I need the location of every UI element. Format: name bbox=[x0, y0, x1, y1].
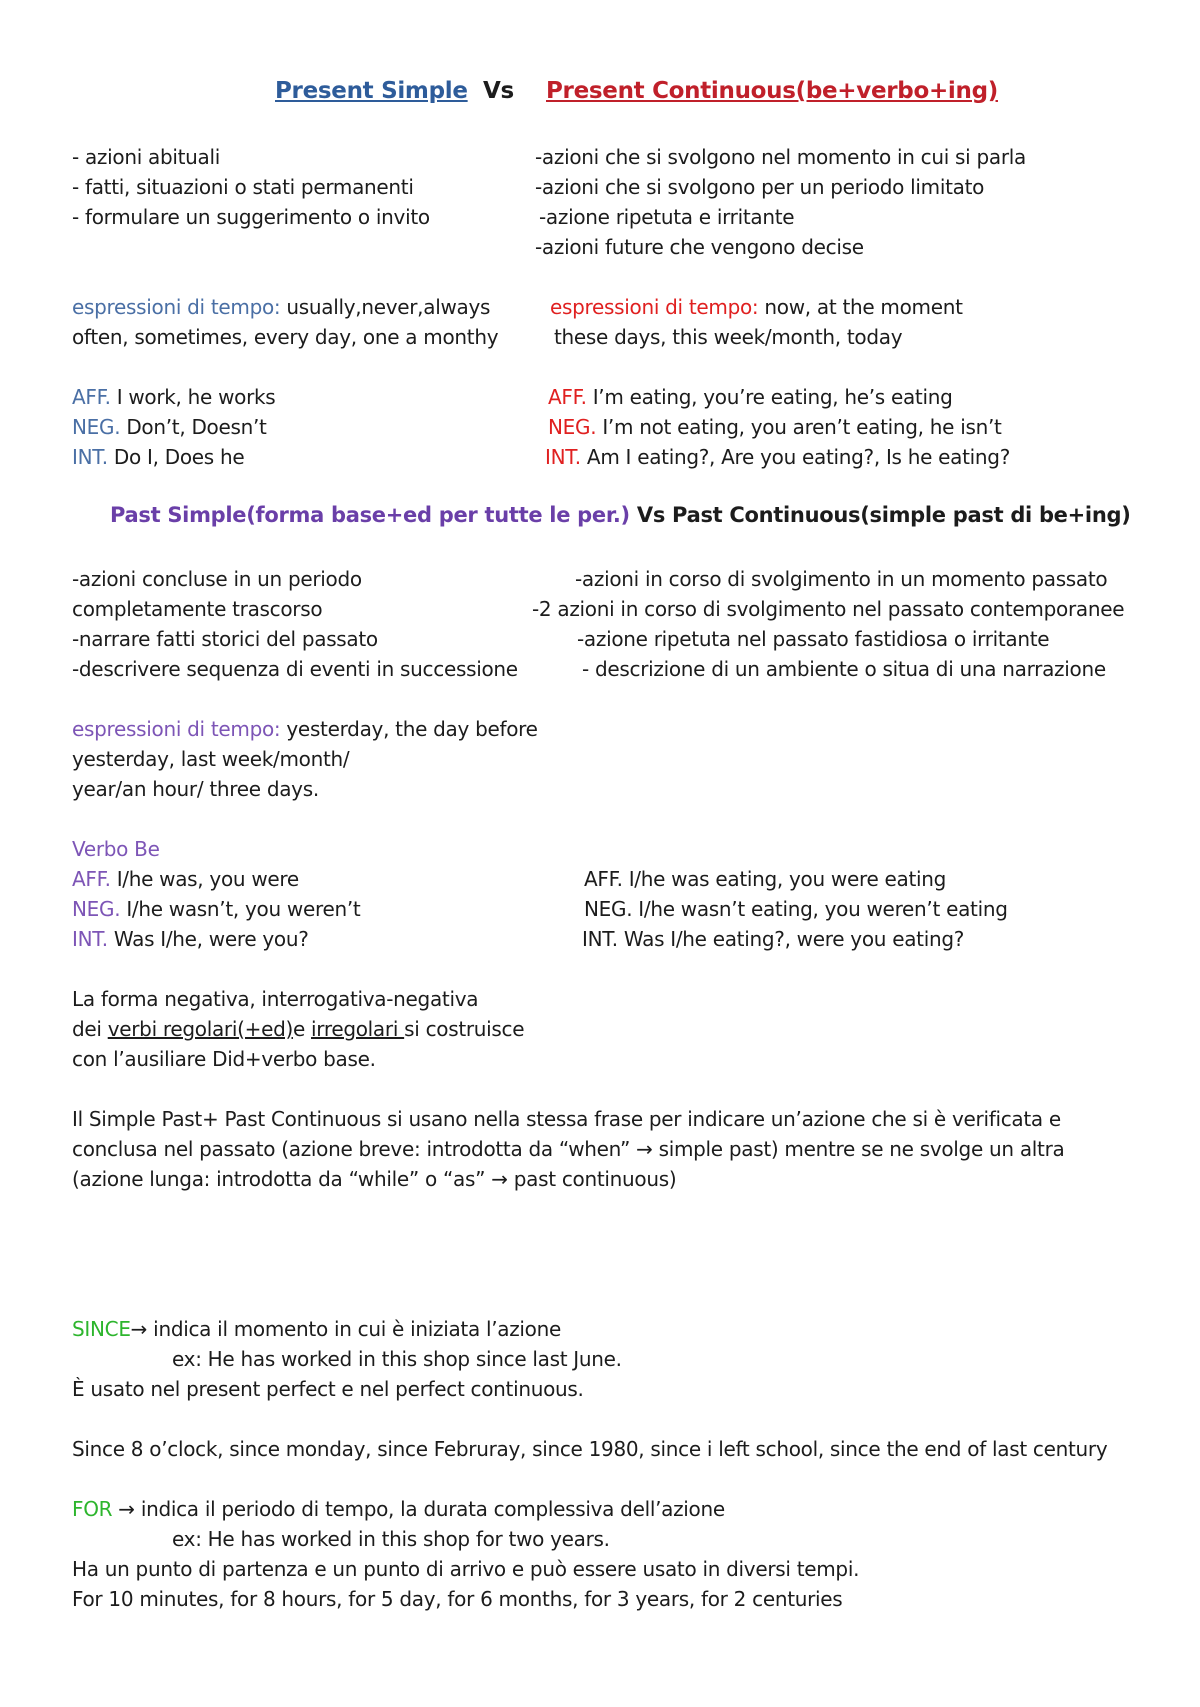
neg-note-line-2 bbox=[72, 1017, 524, 1041]
be-neg bbox=[72, 897, 360, 921]
verbo-be-heading: Verbo Be bbox=[72, 837, 160, 861]
for-example: ex: He has worked in this shop for two years. bbox=[172, 1527, 610, 1551]
int-text: Am I eating?, Are you eating?, Is he eating? bbox=[580, 445, 1011, 469]
be-int bbox=[72, 927, 309, 951]
pas-expr-line-2: yesterday, last week/month/ bbox=[72, 747, 350, 771]
irregolari-underlined: irregolari bbox=[311, 1017, 405, 1041]
aff-text: I/he was, you were bbox=[110, 867, 299, 891]
pas-use-2: completamente trascorso bbox=[72, 597, 323, 621]
neg-note-line-1: La forma negativa, interrogativa-negativa bbox=[72, 987, 479, 1011]
pc-expr-line-2: these days, this week/month, today bbox=[554, 325, 903, 349]
pas-use-4: -descrivere sequenza di eventi in successione bbox=[72, 657, 518, 681]
int-label: INT. bbox=[72, 927, 108, 951]
pas-expr-line-3: year/an hour/ three days. bbox=[72, 777, 319, 801]
aff-text: I’m eating, you’re eating, he’s eating bbox=[586, 385, 953, 409]
ps-int bbox=[72, 445, 244, 469]
pc-aff bbox=[548, 385, 952, 409]
pas-expr-label: espressioni di tempo: bbox=[72, 717, 281, 741]
int-label: INT. bbox=[545, 445, 581, 469]
verbi-regolari-underlined: verbi regolari(+ed) bbox=[107, 1017, 293, 1041]
pas-use-3: -narrare fatti storici del passato bbox=[72, 627, 378, 651]
ps-use-3: - formulare un suggerimento o invito bbox=[72, 205, 430, 229]
neg-text: Don’t, Doesn’t bbox=[120, 415, 267, 439]
pc-expr-line-1 bbox=[550, 295, 963, 319]
past-title bbox=[110, 502, 1131, 528]
pc-int bbox=[545, 445, 1010, 469]
for-usage: Ha un punto di partenza e un punto di arrivo e può essere usato in diversi tempi. bbox=[72, 1557, 860, 1581]
for-label: FOR bbox=[72, 1497, 113, 1521]
neg-note-text-c: e bbox=[292, 1017, 312, 1041]
since-line bbox=[72, 1317, 561, 1341]
neg-label: NEG. bbox=[72, 415, 121, 439]
combo-para-line-1: Il Simple Past+ Past Continuous si usano nella stessa frase per indicare un’azione che si è verificata e bbox=[72, 1107, 1061, 1131]
aff-label: AFF. bbox=[548, 385, 587, 409]
pc-use-1: -azioni che si svolgono nel momento in cui si parla bbox=[535, 145, 1026, 169]
aff-text: I work, he works bbox=[110, 385, 276, 409]
pac-use-2: -2 azioni in corso di svolgimento nel passato contemporanee bbox=[532, 597, 1125, 621]
neg-note-text-e: si costruisce bbox=[404, 1017, 525, 1041]
aff-label: AFF. bbox=[72, 385, 111, 409]
pc-use-2: -azioni che si svolgono per un periodo limitato bbox=[535, 175, 985, 199]
since-example: ex: He has worked in this shop since last June. bbox=[172, 1347, 622, 1371]
combo-para-line-3: (azione lunga: introdotta da “while” o “as” → past continuous) bbox=[72, 1167, 677, 1191]
neg-label: NEG. bbox=[548, 415, 597, 439]
be-cont-int: INT. Was I/he eating?, were you eating? bbox=[582, 927, 965, 951]
present-continuous-title: Present Continuous(be+verbo+ing) bbox=[546, 78, 998, 104]
since-usage: È usato nel present perfect e nel perfect continuous. bbox=[72, 1377, 584, 1401]
pac-use-1: -azioni in corso di svolgimento in un momento passato bbox=[575, 567, 1108, 591]
pc-expr-values-1: now, at the moment bbox=[758, 295, 963, 319]
int-text: Was I/he, were you? bbox=[107, 927, 309, 951]
neg-label: NEG. bbox=[72, 897, 121, 921]
int-label: INT. bbox=[72, 445, 108, 469]
for-line bbox=[72, 1497, 725, 1521]
pac-use-4: - descrizione di un ambiente o situa di una narrazione bbox=[582, 657, 1106, 681]
combo-para-line-2: conclusa nel passato (azione breve: introdotta da “when” → simple past) mentre se ne svolge un altra bbox=[72, 1137, 1065, 1161]
for-list: For 10 minutes, for 8 hours, for 5 day, for 6 months, for 3 years, for 2 centuries bbox=[72, 1587, 843, 1611]
ps-aff bbox=[72, 385, 275, 409]
pc-use-3: -azione ripetuta e irritante bbox=[539, 205, 795, 229]
ps-expr-values-1: usually,never,always bbox=[280, 295, 491, 319]
since-desc: → indica il momento in cui è iniziata l’azione bbox=[130, 1317, 562, 1341]
neg-note-text-a: dei bbox=[72, 1017, 108, 1041]
be-cont-aff: AFF. I/he was eating, you were eating bbox=[584, 867, 947, 891]
pas-expr-line-1 bbox=[72, 717, 538, 741]
vs-label: Vs bbox=[483, 78, 514, 104]
for-desc: → indica il periodo di tempo, la durata complessiva dell’azione bbox=[112, 1497, 725, 1521]
pc-expr-label: espressioni di tempo: bbox=[550, 295, 759, 319]
past-simple-title: Past Simple(forma base+ed per tutte le per.) bbox=[110, 503, 630, 527]
since-label: SINCE bbox=[72, 1317, 131, 1341]
ps-use-1: - azioni abituali bbox=[72, 145, 221, 169]
ps-expr-line-2: often, sometimes, every day, one a monthy bbox=[72, 325, 499, 349]
be-aff bbox=[72, 867, 299, 891]
since-list: Since 8 o’clock, since monday, since Februray, since 1980, since i left school, since the end of last century bbox=[72, 1437, 1108, 1461]
aff-label: AFF. bbox=[72, 867, 111, 891]
pc-use-4: -azioni future che vengono decise bbox=[535, 235, 864, 259]
neg-text: I/he wasn’t, you weren’t bbox=[120, 897, 361, 921]
present-simple-title: Present Simple bbox=[275, 78, 468, 104]
ps-expr-label: espressioni di tempo: bbox=[72, 295, 281, 319]
ps-expr-line-1 bbox=[72, 295, 490, 319]
neg-note-line-3: con l’ausiliare Did+verbo base. bbox=[72, 1047, 376, 1071]
ps-neg bbox=[72, 415, 267, 439]
be-cont-neg: NEG. I/he wasn’t eating, you weren’t eating bbox=[584, 897, 1008, 921]
pc-neg bbox=[548, 415, 1002, 439]
int-text: Do I, Does he bbox=[107, 445, 245, 469]
past-continuous-title: Vs Past Continuous(simple past di be+ing) bbox=[629, 503, 1131, 527]
ps-use-2: - fatti, situazioni o stati permanenti bbox=[72, 175, 414, 199]
neg-text: I’m not eating, you aren’t eating, he isn’t bbox=[596, 415, 1002, 439]
pas-use-1: -azioni concluse in un periodo bbox=[72, 567, 362, 591]
pac-use-3: -azione ripetuta nel passato fastidiosa o irritante bbox=[577, 627, 1050, 651]
pas-expr-values-1: yesterday, the day before bbox=[280, 717, 538, 741]
